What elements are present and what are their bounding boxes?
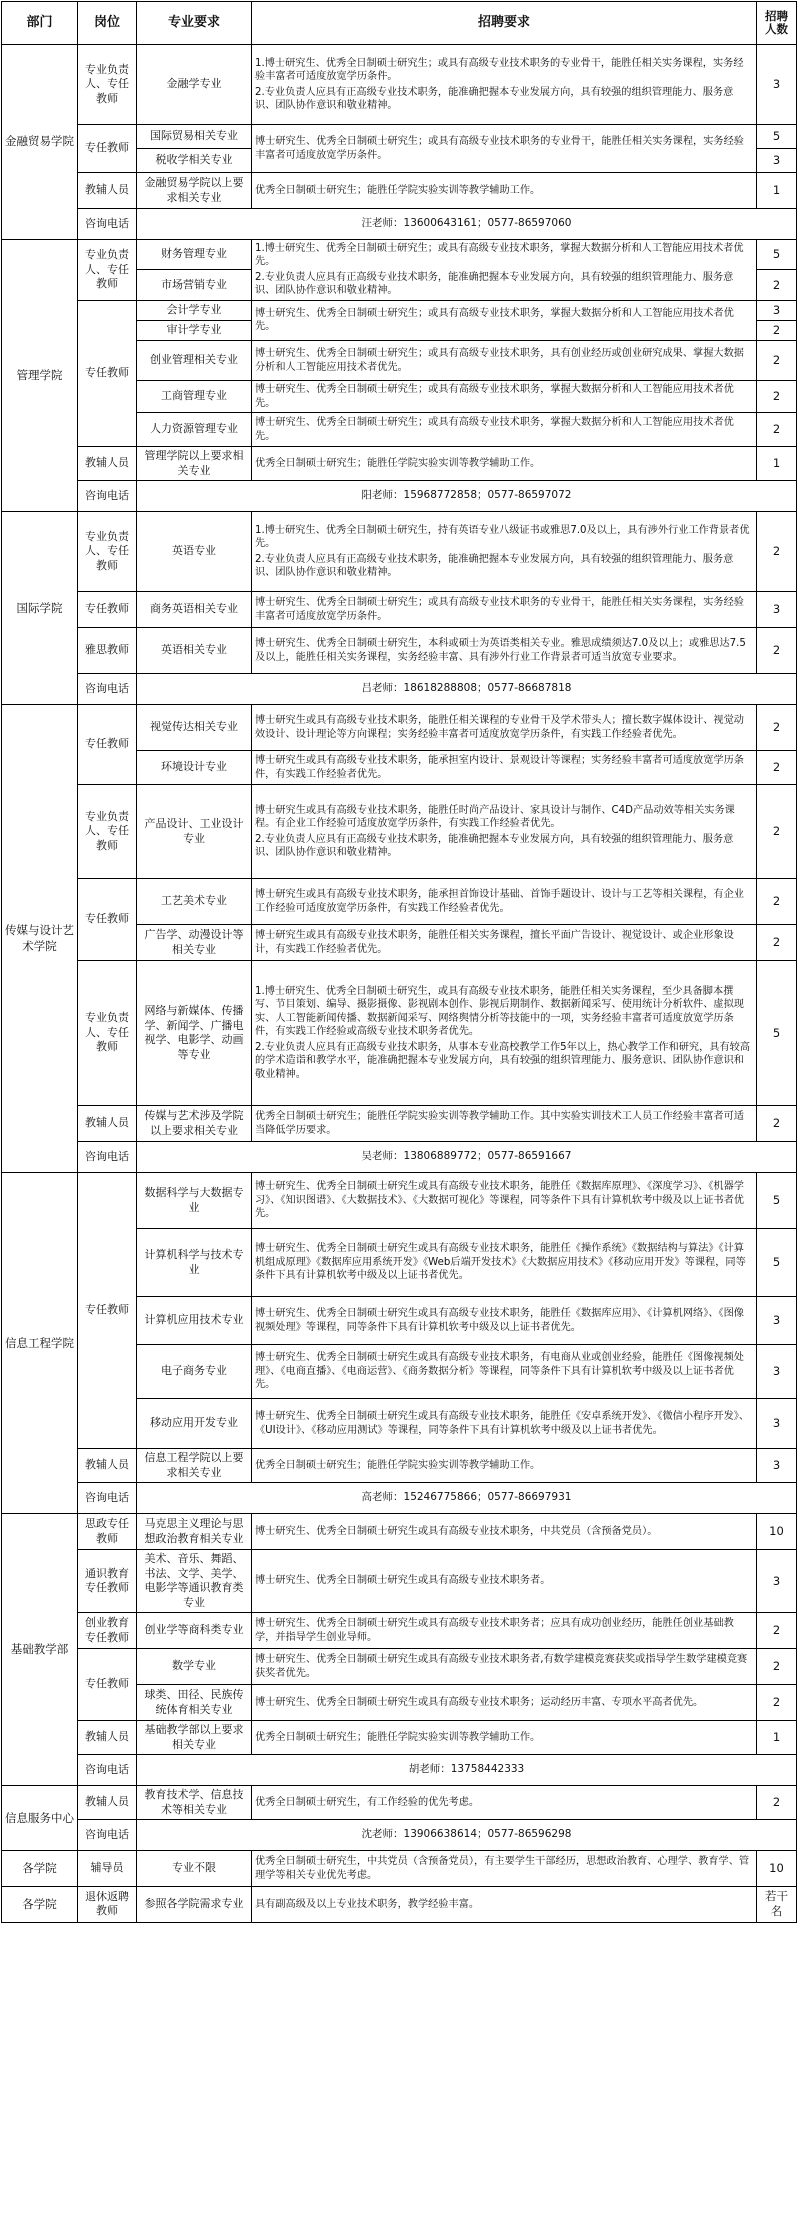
requirement-cell: 博士研究生、优秀全日制硕士研究生或具有高级专业技术职务者。 — [252, 1550, 757, 1613]
requirement-cell: 优秀全日制硕士研究生，中共党员（含预备党员），有主要学生干部经历，思想政治教育、心理学、教育学、管理学等相关专业优先考虑。 — [252, 1851, 757, 1887]
position-cell: 专业负责人、专任教师 — [78, 45, 137, 125]
table-row — [2, 447, 797, 481]
contact-row — [2, 1483, 797, 1514]
contact-label: 咨询电话 — [78, 1755, 137, 1786]
dept-cell: 国际学院 — [2, 512, 78, 705]
major-cell: 数学专业 — [137, 1649, 252, 1685]
contact-row — [2, 674, 797, 705]
requirement-cell: 博士研究生、优秀全日制硕士研究生或具有高级专业技术职务，能胜任《数据库原理》、《深度学习》、《机器学习》、《知识图谱》、《大数据技术》、《大数据可视化》等课程，同等条件下具有计算机软考中级及以上证书者优先。 — [252, 1173, 757, 1229]
requirement-cell — [252, 785, 757, 879]
table-row — [2, 1514, 797, 1550]
requirement-cell: 优秀全日制硕士研究生；能胜任学院实验实训等教学辅助工作。 — [252, 173, 757, 209]
major-cell: 人力资源管理专业 — [137, 413, 252, 447]
position-cell: 教辅人员 — [78, 447, 137, 481]
count-cell: 3 — [757, 300, 797, 320]
major-cell: 教育技术学、信息技术等相关专业 — [137, 1786, 252, 1820]
table-row — [2, 512, 797, 592]
position-cell: 专任教师 — [78, 705, 137, 785]
major-cell: 创业学等商科类专业 — [137, 1613, 252, 1649]
header-dept: 部门 — [2, 2, 78, 45]
requirement-paragraph: 2.专业负责人应具有正高级专业技术职务，能准确把握本专业发展方向，具有较强的组织管理能力、服务意识、团队协作意识和敬业精神。 — [255, 553, 734, 579]
requirement-paragraph: 1.博士研究生、优秀全日制硕士研究生；或具有高级专业技术职务，掌握大数据分析和人工智能应用技术者优先。 — [255, 243, 744, 268]
header-requirement: 招聘要求 — [252, 2, 757, 45]
requirement-cell: 博士研究生或具有高级专业技术职务，能胜任相关实务课程，擅长平面广告设计、视觉设计、或企业形象设计，有实践工作经验者优先。 — [252, 925, 757, 961]
requirement-cell: 博士研究生、优秀全日制硕士研究生；或具有高级专业技术职务，具有创业经历或创业研究成果、掌握大数据分析和人工智能应用技术者优先。 — [252, 341, 757, 381]
count-cell: 5 — [757, 125, 797, 149]
header-major: 专业要求 — [137, 2, 252, 45]
major-cell: 金融贸易学院以上要求相关专业 — [137, 173, 252, 209]
major-cell: 审计学专业 — [137, 320, 252, 340]
table-row — [2, 240, 797, 270]
count-cell: 2 — [757, 879, 797, 925]
dept-cell: 信息服务中心 — [2, 1786, 78, 1851]
requirement-cell: 博士研究生、优秀全日制硕士研究生或具有高级专业技术职务，能胜任《数据库应用》、《计算机网络》、《图像视频处理》等课程，同等条件下具有计算机软考中级及以上证书者优先。 — [252, 1297, 757, 1345]
position-cell: 教辅人员 — [78, 1106, 137, 1142]
count-cell: 5 — [757, 1229, 797, 1297]
major-cell: 管理学院以上要求相关专业 — [137, 447, 252, 481]
count-cell: 3 — [757, 149, 797, 173]
major-cell: 球类、田径、民族传统体育相关专业 — [137, 1685, 252, 1721]
requirement-cell: 博士研究生、优秀全日制硕士研究生或具有高级专业技术职务，有电商从业或创业经验，能胜任《图像视频处理》、《电商直播》、《电商运营》、《商务数据分析》等课程，同等条件下具有计算机软考中级及以上证书者优先。 — [252, 1345, 757, 1399]
requirement-cell: 具有副高级及以上专业技术职务，教学经验丰富。 — [252, 1887, 757, 1922]
requirement-cell: 博士研究生、优秀全日制硕士研究生，本科或硕士为英语类相关专业。雅思成绩须达7.0及以上；或雅思达7.5及以上，能胜任相关实务课程，实务经验丰富、具有涉外行业工作背景者可适当放宽专业要求。 — [252, 628, 757, 674]
dept-cell: 基础教学部 — [2, 1514, 78, 1786]
count-cell: 2 — [757, 1613, 797, 1649]
major-cell: 电子商务专业 — [137, 1345, 252, 1399]
requirement-cell: 博士研究生、优秀全日制硕士研究生或具有高级专业技术职务者,有数学建模竞赛获奖或指导学生数学建模竞赛获奖者优先。 — [252, 1649, 757, 1685]
position-cell: 退休返聘教师 — [78, 1887, 137, 1922]
major-cell: 环境设计专业 — [137, 751, 252, 785]
count-cell: 3 — [757, 45, 797, 125]
count-cell: 1 — [757, 173, 797, 209]
position-cell: 专任教师 — [78, 300, 137, 446]
contact-phone: 阳老师：15968772858；0577-86597072 — [137, 481, 797, 512]
count-cell: 2 — [757, 705, 797, 751]
major-cell: 工艺美术专业 — [137, 879, 252, 925]
requirement-paragraph: 2.专业负责人应具有正高级专业技术职务，能准确把握本专业发展方向，具有较强的组织管理能力、服务意识、团队协作意识和敬业精神。 — [255, 833, 734, 859]
requirement-paragraph: 1.博士研究生、优秀全日制硕士研究生；或具有高级专业技术职务的专业骨干，能胜任相关实务课程，实务经验丰富者可适度放宽学历条件。 — [255, 57, 744, 83]
requirement-cell: 优秀全日制硕士研究生；能胜任学院实验实训等教学辅助工作。 — [252, 1721, 757, 1755]
table-row — [2, 1550, 797, 1613]
count-cell: 3 — [757, 1297, 797, 1345]
contact-phone: 高老师：15246775866；0577-86697931 — [137, 1483, 797, 1514]
count-cell: 1 — [757, 447, 797, 481]
requirement-cell: 优秀全日制硕士研究生，有工作经验的优先考虑。 — [252, 1786, 757, 1820]
table-row — [2, 879, 797, 925]
count-cell: 2 — [757, 320, 797, 340]
major-cell: 网络与新媒体、传播学、新闻学、广播电视学、电影学、动画等专业 — [137, 961, 252, 1106]
requirement-cell: 博士研究生或具有高级专业技术职务，能承担室内设计、景观设计等课程；实务经验丰富者可适度放宽学历条件，有实践工作经验者优先。 — [252, 751, 757, 785]
major-cell: 专业不限 — [137, 1851, 252, 1887]
major-cell: 马克思主义理论与思想政治教育相关专业 — [137, 1514, 252, 1550]
requirement-cell: 博士研究生、优秀全日制硕士研究生或具有高级专业技术职务，中共党员（含预备党员）。 — [252, 1514, 757, 1550]
count-cell: 2 — [757, 751, 797, 785]
major-cell: 财务管理专业 — [137, 240, 252, 270]
count-cell: 2 — [757, 1786, 797, 1820]
major-cell: 国际贸易相关专业 — [137, 125, 252, 149]
position-cell: 教辅人员 — [78, 1449, 137, 1483]
recruitment-table — [1, 1, 797, 1923]
table-row — [2, 705, 797, 751]
count-cell: 3 — [757, 1550, 797, 1613]
count-cell: 3 — [757, 1399, 797, 1449]
position-cell: 创业教育专任教师 — [78, 1613, 137, 1649]
contact-row — [2, 481, 797, 512]
requirement-cell: 博士研究生、优秀全日制硕士研究生或具有高级专业技术职务，能胜任《操作系统》《数据结构与算法》《计算机组成原理》《数据库应用系统开发》《Web后端开发技术》《大数据应用技术》《移动应用开发》等课程，同等条件下具有计算机软考中级及以上证书者优先。 — [252, 1229, 757, 1297]
contact-label: 咨询电话 — [78, 209, 137, 240]
count-cell: 若干名 — [757, 1887, 797, 1922]
requirement-cell: 博士研究生、优秀全日制硕士研究生或具有高级专业技术职务，能胜任《安卓系统开发》、《微信小程序开发》、《UI设计》、《移动应用测试》等课程，同等条件下具有计算机软考中级及以上证书者优先。 — [252, 1399, 757, 1449]
requirement-paragraph: 博士研究生或具有高级专业技术职务，能胜任时尚产品设计、家具设计与制作、C4D产品动效等相关实务课程。有企业工作经验可适度放宽学历条件，有实践工作经验者优先。 — [255, 804, 735, 830]
requirement-cell: 优秀全日制硕士研究生；能胜任学院实验实训等教学辅助工作。 — [252, 1449, 757, 1483]
major-cell: 参照各学院需求专业 — [137, 1887, 252, 1922]
position-cell: 专任教师 — [78, 1173, 137, 1449]
table-row — [2, 45, 797, 125]
count-cell: 2 — [757, 1685, 797, 1721]
header-row — [2, 2, 797, 45]
contact-label: 咨询电话 — [78, 674, 137, 705]
position-cell: 专业负责人、专任教师 — [78, 240, 137, 301]
major-cell: 美术、音乐、舞蹈、书法、文学、美学、电影学等通识教育类专业 — [137, 1550, 252, 1613]
requirement-cell — [252, 512, 757, 592]
count-cell: 2 — [757, 413, 797, 447]
table-row — [2, 1887, 797, 1922]
table-row — [2, 961, 797, 1106]
count-cell: 3 — [757, 592, 797, 628]
contact-label: 咨询电话 — [78, 1483, 137, 1514]
requirement-cell — [252, 45, 757, 125]
requirement-cell: 博士研究生、优秀全日制硕士研究生；或具有高级专业技术职务的专业骨干，能胜任相关实务课程，实务经验丰富者可适度放宽学历条件。 — [252, 125, 757, 173]
table-row — [2, 628, 797, 674]
requirement-cell — [252, 240, 757, 301]
requirement-cell: 博士研究生、优秀全日制硕士研究生；或具有高级专业技术职务，掌握大数据分析和人工智能应用技术者优先。 — [252, 300, 757, 340]
count-cell: 2 — [757, 270, 797, 300]
major-cell: 英语专业 — [137, 512, 252, 592]
dept-cell: 传媒与设计艺术学院 — [2, 705, 78, 1173]
table-row — [2, 785, 797, 879]
major-cell: 英语相关专业 — [137, 628, 252, 674]
requirement-cell: 博士研究生、优秀全日制硕士研究生或具有高级专业技术职务者；应具有成功创业经历，能胜任创业基础教学，并指导学生创业导师。 — [252, 1613, 757, 1649]
requirement-paragraph: 2.专业负责人应具有正高级专业技术职务，能准确把握本专业发展方向，具有较强的组织管理能力、服务意识、团队协作意识和敬业精神。 — [255, 271, 734, 297]
position-cell: 专业负责人、专任教师 — [78, 785, 137, 879]
table-row — [2, 173, 797, 209]
major-cell: 计算机科学与技术专业 — [137, 1229, 252, 1297]
position-cell: 通识教育专任教师 — [78, 1550, 137, 1613]
position-cell: 专任教师 — [78, 592, 137, 628]
major-cell: 工商管理专业 — [137, 381, 252, 413]
requirement-cell: 优秀全日制硕士研究生；能胜任学院实验实训等教学辅助工作。 — [252, 447, 757, 481]
table-row — [2, 125, 797, 149]
dept-cell: 各学院 — [2, 1887, 78, 1922]
table-row — [2, 300, 797, 320]
contact-phone: 吕老师：18618288808；0577-86687818 — [137, 674, 797, 705]
dept-cell: 各学院 — [2, 1851, 78, 1887]
position-cell: 辅导员 — [78, 1851, 137, 1887]
dept-cell: 金融贸易学院 — [2, 45, 78, 240]
major-cell: 视觉传达相关专业 — [137, 705, 252, 751]
count-cell: 2 — [757, 512, 797, 592]
position-cell: 教辅人员 — [78, 173, 137, 209]
requirement-cell: 优秀全日制硕士研究生；能胜任学院实验实训等教学辅助工作。其中实验实训技术工人员工作经验丰富者可适当降低学历要求。 — [252, 1106, 757, 1142]
position-cell: 专任教师 — [78, 125, 137, 173]
contact-row — [2, 209, 797, 240]
contact-label: 咨询电话 — [78, 1820, 137, 1851]
table-row — [2, 1649, 797, 1685]
requirement-paragraph: 1.博士研究生、优秀全日制硕士研究生，或具有高级专业技术职务，能胜任相关实务课程，至少具备脚本撰写、节目策划、编导、摄影摄像、影视剧本创作、影视后期制作、数据新闻采写、使用统计分析软件、虚拟现实、人工智能新闻传播、数据新闻采写、网络舆情分析等技能中的一项，实务经验丰富者可适度放宽学历条件，有实践工作经验或高级专业技术职务者优先。 — [255, 986, 744, 1038]
major-cell: 移动应用开发专业 — [137, 1399, 252, 1449]
contact-row — [2, 1820, 797, 1851]
table-row — [2, 1613, 797, 1649]
count-cell: 5 — [757, 240, 797, 270]
count-cell: 3 — [757, 1345, 797, 1399]
count-cell: 5 — [757, 1173, 797, 1229]
requirement-cell: 博士研究生、优秀全日制硕士研究生；或具有高级专业技术职务，掌握大数据分析和人工智能应用技术者优先。 — [252, 381, 757, 413]
table-row — [2, 1449, 797, 1483]
contact-phone: 吴老师：13806889772；0577-86591667 — [137, 1142, 797, 1173]
major-cell: 商务英语相关专业 — [137, 592, 252, 628]
header-position: 岗位 — [78, 2, 137, 45]
table-row — [2, 1106, 797, 1142]
contact-phone: 胡老师：13758442333 — [137, 1755, 797, 1786]
major-cell: 金融学专业 — [137, 45, 252, 125]
major-cell: 产品设计、工业设计专业 — [137, 785, 252, 879]
requirement-paragraph: 2.专业负责人应具有正高级专业技术职务，能准确把握本专业发展方向，具有较强的组织管理能力、服务意识、团队协作意识和敬业精神。 — [255, 86, 734, 111]
count-cell: 2 — [757, 1106, 797, 1142]
major-cell: 会计学专业 — [137, 300, 252, 320]
header-count: 招聘人数 — [757, 2, 797, 45]
requirement-paragraph: 2.专业负责人应具有正高级专业技术职务，从事本专业高校教学工作5年以上，热心教学工作和研究，具有较高的学术造诣和教学水平，能准确把握本专业发展方向，具有较强的组织管理能力、服务意识、团队协作意识和敬业精神。 — [255, 1041, 751, 1080]
requirement-cell — [252, 961, 757, 1106]
position-cell: 专任教师 — [78, 1649, 137, 1721]
count-cell: 2 — [757, 785, 797, 879]
requirement-paragraph: 1.博士研究生、优秀全日制硕士研究生，持有英语专业八级证书或雅思7.0及以上，具有涉外行业工作背景者优先。 — [255, 524, 750, 550]
contact-row — [2, 1755, 797, 1786]
table-row — [2, 1851, 797, 1887]
position-cell: 思政专任教师 — [78, 1514, 137, 1550]
position-cell: 专业负责人、专任教师 — [78, 512, 137, 592]
major-cell: 信息工程学院以上要求相关专业 — [137, 1449, 252, 1483]
count-cell: 2 — [757, 628, 797, 674]
table-row — [2, 592, 797, 628]
table-row — [2, 1786, 797, 1820]
position-cell: 专业负责人、专任教师 — [78, 961, 137, 1106]
position-cell: 雅思教师 — [78, 628, 137, 674]
major-cell: 计算机应用技术专业 — [137, 1297, 252, 1345]
requirement-cell: 博士研究生或具有高级专业技术职务，能胜任相关课程的专业骨干及学术带头人；擅长数字媒体设计、视觉动效设计、设计理论等方向课程；实务经验丰富者可适度放宽学历条件，有实践工作经验者优先。 — [252, 705, 757, 751]
contact-label: 咨询电话 — [78, 1142, 137, 1173]
count-cell: 5 — [757, 961, 797, 1106]
table-row — [2, 1721, 797, 1755]
count-cell: 2 — [757, 381, 797, 413]
major-cell: 市场营销专业 — [137, 270, 252, 300]
count-cell: 2 — [757, 341, 797, 381]
major-cell: 传媒与艺术涉及学院以上要求相关专业 — [137, 1106, 252, 1142]
requirement-cell: 博士研究生或具有高级专业技术职务，能承担首饰设计基础、首饰手题设计、设计与工艺等相关课程，有企业工作经验可适度放宽学历条件，有实践工作经验者优先。 — [252, 879, 757, 925]
count-cell: 1 — [757, 1721, 797, 1755]
requirement-cell: 博士研究生、优秀全日制硕士研究生；或具有高级专业技术职务的专业骨干，能胜任相关实务课程，实务经验丰富者可适度放宽学历条件。 — [252, 592, 757, 628]
count-cell: 10 — [757, 1851, 797, 1887]
position-cell: 专任教师 — [78, 879, 137, 961]
position-cell: 教辅人员 — [78, 1721, 137, 1755]
major-cell: 创业管理相关专业 — [137, 341, 252, 381]
contact-row — [2, 1142, 797, 1173]
requirement-cell: 博士研究生、优秀全日制硕士研究生；或具有高级专业技术职务，掌握大数据分析和人工智能应用技术者优先。 — [252, 413, 757, 447]
major-cell: 数据科学与大数据专业 — [137, 1173, 252, 1229]
count-cell: 10 — [757, 1514, 797, 1550]
count-cell: 3 — [757, 1449, 797, 1483]
table-row — [2, 1173, 797, 1229]
position-cell: 教辅人员 — [78, 1786, 137, 1820]
count-cell: 2 — [757, 1649, 797, 1685]
major-cell: 税收学相关专业 — [137, 149, 252, 173]
dept-cell: 信息工程学院 — [2, 1173, 78, 1514]
count-cell: 2 — [757, 925, 797, 961]
contact-phone: 汪老师：13600643161；0577-86597060 — [137, 209, 797, 240]
major-cell: 广告学、动漫设计等相关专业 — [137, 925, 252, 961]
major-cell: 基础教学部以上要求相关专业 — [137, 1721, 252, 1755]
requirement-cell: 博士研究生、优秀全日制硕士研究生或具有高级专业技术职务；运动经历丰富、专项水平高者优先。 — [252, 1685, 757, 1721]
contact-phone: 沈老师：13906638614；0577-86596298 — [137, 1820, 797, 1851]
contact-label: 咨询电话 — [78, 481, 137, 512]
dept-cell: 管理学院 — [2, 240, 78, 512]
